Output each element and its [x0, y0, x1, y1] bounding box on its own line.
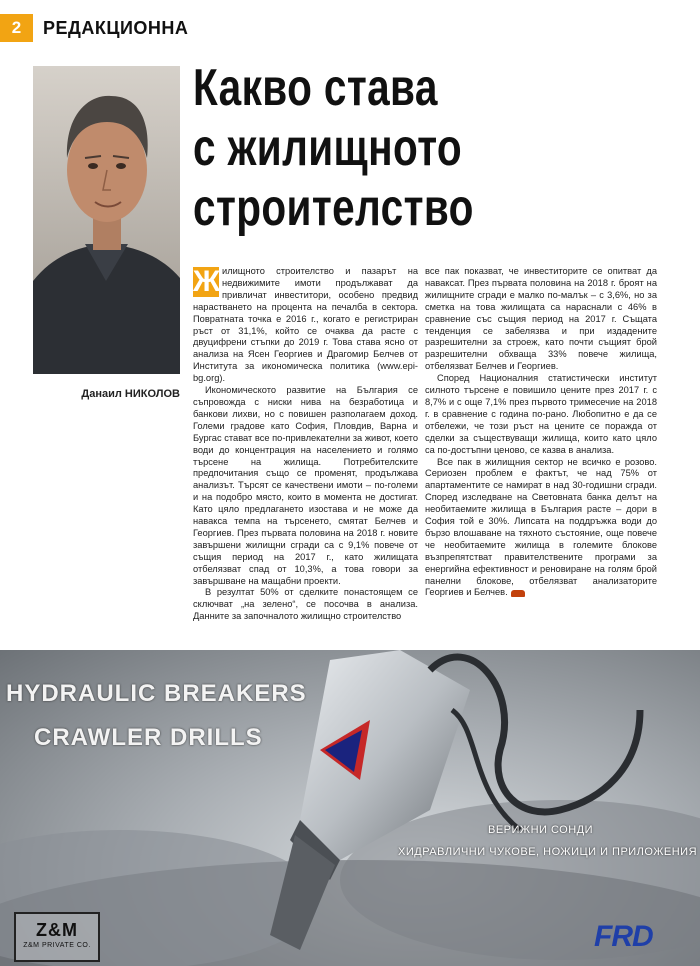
article-column-2 [425, 266, 657, 599]
ad-text-bg-1: ВЕРИЖНИ СОНДИ [488, 824, 594, 836]
title-line-1: Какво става [193, 59, 438, 117]
dropcap: Ж [193, 265, 221, 298]
section-title: РЕДАКЦИОННА [43, 18, 189, 38]
author-last-name: НИКОЛОВ [124, 388, 180, 400]
article-title [193, 58, 583, 238]
zm-logo-subtitle: Z&M PRIVATE CO. [23, 942, 91, 949]
advertisement [0, 650, 700, 966]
paragraph-text: илищното строителство и пазарът на недвижимите имоти продължават да привличат инвеститори, особено предвид нарастването на процента на печалба в сектора. Повратната точка е 2016 г., когато е регистриран ръст от 31,1%, който се очаква да расте с двуцифрени стъпки до 2019 г. Това става ясно от анализа на Ясен Георгиев и Драгомир Белчев от Института за икономическа политика (www.epi-bg.org). [193, 266, 418, 384]
ad-text-bg-2: ХИДРАВЛИЧНИ ЧУКОВЕ, НОЖИЦИ И ПРИЛОЖЕНИЯ [398, 846, 698, 858]
paragraph: В резултат 50% от сделките понастоящем се сключват „на зелено“, се посочва в анализа. Данните за започналото жилищно строителство [193, 587, 418, 622]
title-line-3: строителство [193, 179, 474, 237]
page-number: 2 [0, 14, 33, 42]
paragraph: все пак показват, че инвеститорите се опитват да наваксат. През първата половина на 2018 г. броят на жилищните сгради е малко по-малък – с 3,6%, но за сметка на това жилищата са нараснали с 46% в сравнение със същия период на 2017 г. Същата тенденция се забелязва и при издадените разрешителни за строеж, като почти същият брой разрешителни обхваща 33% повече жилища, отбелязват Белчев и Георгиев. [425, 266, 657, 372]
ad-headline-breakers: HYDRAULIC BREAKERS [6, 680, 307, 707]
paragraph [193, 266, 418, 385]
ad-headline-drills: CRAWLER DRILLS [34, 724, 263, 751]
frd-logo: FRD [594, 920, 653, 953]
paragraph: Според Националния статистически институт силното търсене е повишило цените през 2017 г. с 8,7% и с още 7,1% през първото тримесечие на 2018 г. в сравнение с година по-рано. Любопитно е да се отбележи, че този ръст на цените се поражда от сделки за съществуващи жилища, които като цяло са по-достъпни ценово, се казва в анализа. [425, 373, 657, 455]
article-column-1 [193, 266, 418, 623]
paragraph: Икономическото развитие на България се съпровожда с ниски нива на безработица и банкови лихви, но с повишен разполагаем доход. Големи градове като София, Пловдив, Варна и Бургас стават все по-привлекателни за живот, което води до концентрация на населението и голямо търсене на жилища. Потребителските предпочитания също се променят, продължава анализът. Търсят се качествени имоти – по-големи и на подобро място, които в момента не достигат. Като цяло предлагането изостава и не може да навакса темпа на търсенето, смятат Белчев и Георгиев. През първата половина на 2018 г. новите завършени жилищни сгради са с 9,1% повече от същия период на 2017 г., като жилищата отбелязват спад от 10,3%, а това говори за завършване на мащабни проекти. [193, 385, 418, 586]
paragraph-last [425, 457, 657, 600]
zm-logo-text: Z&M [36, 920, 78, 940]
author-photo [33, 66, 180, 374]
paragraph-text: Все пак в жилищния сектор не всичко е розово. Сериозен проблем е фактът, че над 75% от апартаментите се намират в над 30-годишни сгради. Според изследване на Световната банка делът на необитаемите жилища в България расте – дори в София той е 30%. Липсата на поддръжка води до бързо влошаване на тяхното състояние, още повече че необитаемите жилища в големите блокове възпрепятстват правителствените програми за енергийна ефективност и реновиране на голям брой панелни блокове, отбелязват анализаторите Георгиев и Белчев. [425, 456, 657, 598]
author-first-name: Данаил [81, 388, 122, 400]
end-of-article-icon [511, 590, 525, 597]
title-line-2: с жилищното [193, 119, 463, 177]
zm-logo [14, 912, 100, 962]
author-caption [60, 388, 180, 400]
